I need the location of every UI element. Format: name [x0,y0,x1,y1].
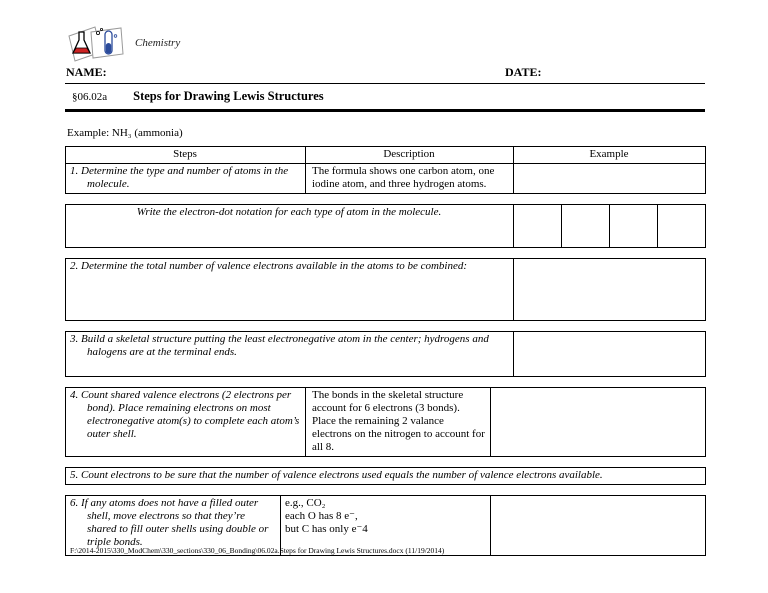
steps-table [65,146,706,194]
step6-answer-cell [491,495,706,555]
step6-example-line1: e.g., CO₂ [285,496,326,509]
step1-row [66,163,706,193]
chemistry-clipart-icon [65,24,127,62]
electron-dot-cell-2 [562,204,610,247]
column-header-description: Description [306,147,514,164]
electron-dot-instruction: Write the electron-dot notation for each type of atom in the molecule. [136,205,442,218]
step4-row [66,387,706,456]
step4-example-cell [491,387,706,456]
electron-dot-cell-3 [610,204,658,247]
step3-row [66,331,706,376]
logo-caption: Chemistry [135,37,181,49]
step2-answer-cell [514,258,706,320]
electron-dot-row [66,204,706,247]
step5-table [65,467,706,485]
section-number: §06.02a [72,91,108,103]
page-title: Steps for Drawing Lewis Structures [133,89,324,103]
electron-dot-cell-1 [514,204,562,247]
step5-text: 5. Count electrons to be sure that the number of valence electrons used equals the number of valence electrons available. [70,468,603,481]
electron-dot-table [65,204,706,248]
title-row [65,84,705,112]
step1-example-cell [514,163,706,193]
step4-table [65,387,706,457]
step3-answer-cell [514,331,706,376]
step3-text: 3. Build a skeletal structure putting the least electronegative atom in the center; hydrogens and halogens are at the terminal ends. [70,332,489,358]
step6-text: 6. If any atoms does not have a filled outer shell, move electrons so that they’re shared to fill outer shells using double or triple bonds. [70,496,269,548]
step5-row [66,467,706,484]
example-caption: Example: NH₃ (ammonia) [67,127,183,139]
name-label: NAME: [66,65,107,79]
step4-description: The bonds in the skeletal structure account for 6 electrons (3 bonds). Place the remaining 2 valance electrons on the nitrogen to account for all 8. [312,388,485,453]
date-label: DATE: [505,65,542,79]
step2-table [65,258,706,321]
column-header-example: Example [514,147,706,164]
electron-dot-cell-4 [658,204,706,247]
footer-file-path: F:\2014-2015\330_ModChem\330_sections\330_06_Bonding\06.02a.Steps for Drawing Lewis Structures.docx (11/19/2014) [70,546,445,555]
header-logo-area [65,22,705,64]
column-header-steps: Steps [66,147,306,164]
step1-description: The formula shows one carbon atom, one iodine atom, and three hydrogen atoms. [312,164,495,190]
step3-table [65,331,706,377]
step6-example-line3: but C has only e⁻4 [285,522,368,535]
step2-text: 2. Determine the total number of valence electrons available in the atoms to be combined: [70,259,468,272]
step1-text: 1. Determine the type and number of atoms in the molecule. [70,164,289,190]
name-date-row [65,65,705,84]
step6-example-line2: each O has 8 e⁻, [285,509,358,522]
step2-row [66,258,706,320]
table-header-row [66,147,706,164]
step4-text: 4. Count shared valence electrons (2 electrons per bond). Place remaining electrons on most electronegative atom(s) to complete each atom’s outer shell. [70,388,300,440]
